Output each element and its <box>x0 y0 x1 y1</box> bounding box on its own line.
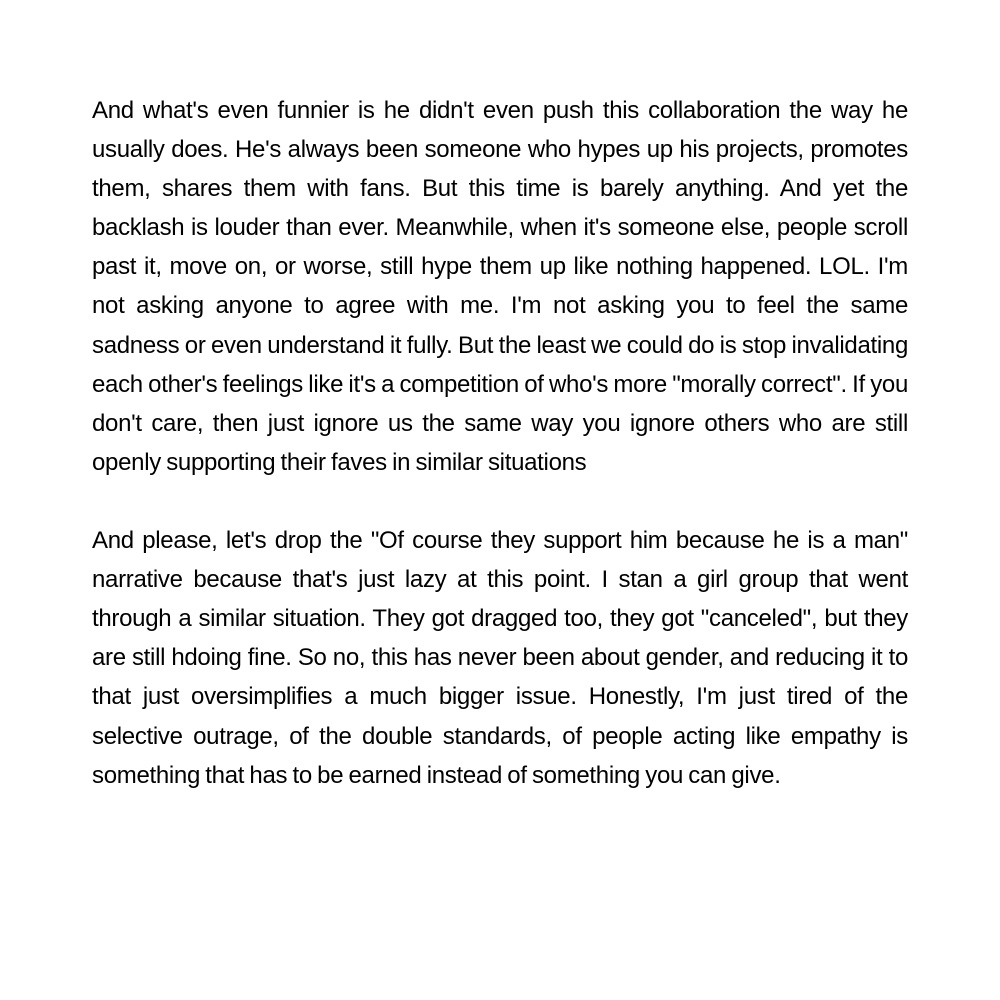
paragraph-1: And what's even funnier is he didn't even push this collaboration the way he usually does. He's always been someone who hypes up his projects, promotes them, shares them with fans. But this time is barely anything. And yet the backlash is louder than ever. Meanwhile, when it's someone else, people scroll past it, move on, or worse, still hype them up like nothing happened. LOL. I'm not asking anyone to agree with me. I'm not asking you to feel the same sadness or even understand it fully. But the least we could do is stop invalidating each other's feelings like it's a competition of who's more "morally correct". If you don't care, then just ignore us the same way you ignore others who are still openly supporting their faves in similar situations <box>92 97 908 476</box>
paragraph-2: And please, let's drop the "Of course they support him because he is a man" narrative because that's just lazy at this point. I stan a girl group that went through a similar situation. They got dragged too, they got "canceled", but they are still hdoing fine. So no, this has never been about gender, and reducing it to that just oversimplifies a much bigger issue. Honestly, I'm just tired of the selective outrage, of the double standards, of people acting like empathy is something that has to be earned instead of something you can give. <box>92 527 908 789</box>
text-document <box>92 91 908 795</box>
